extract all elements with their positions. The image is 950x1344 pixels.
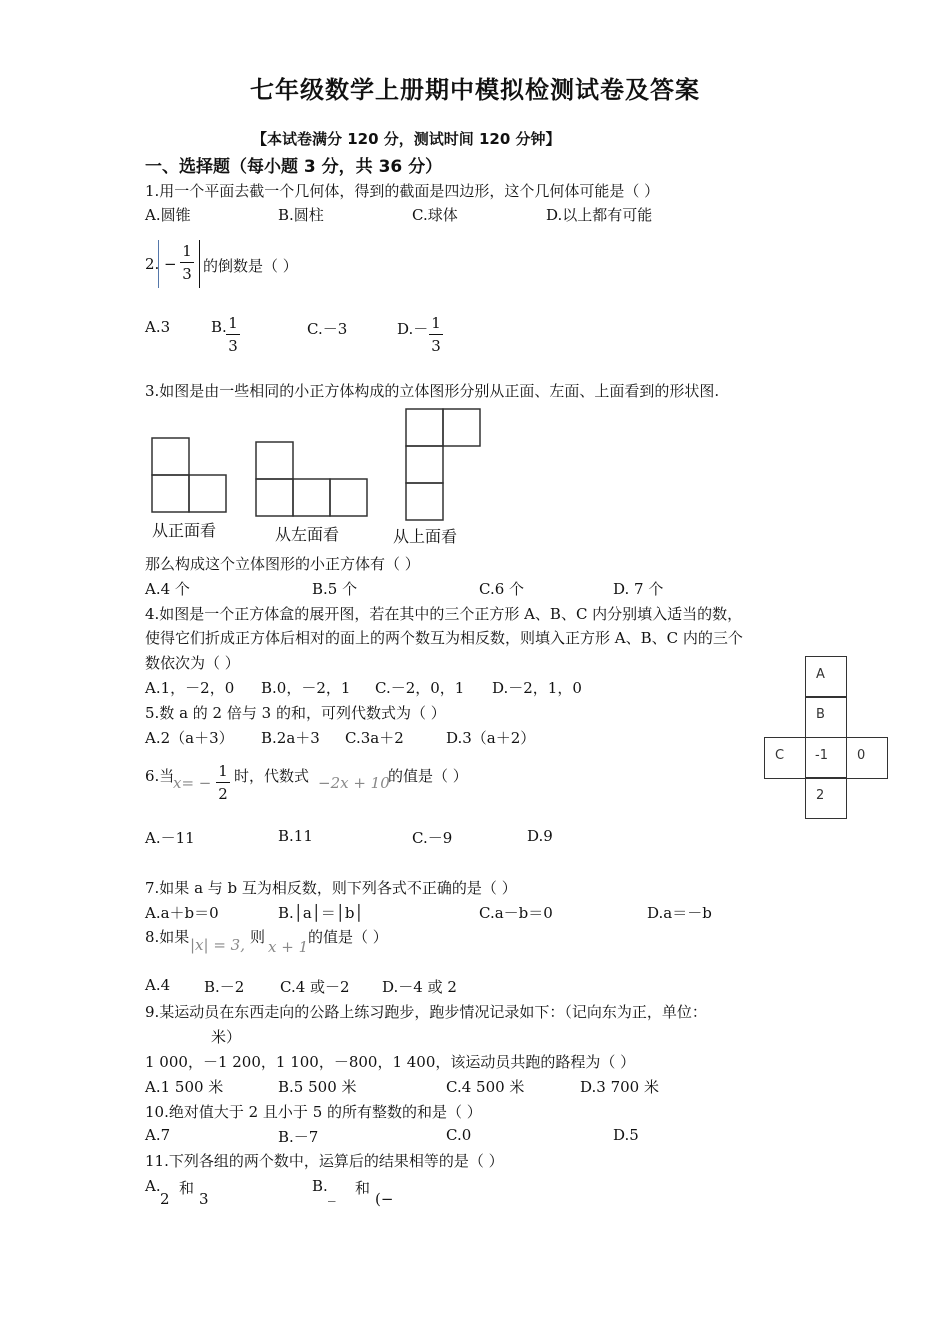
q6-mid: 时，代数式 bbox=[234, 767, 310, 785]
q9-option-c: C.4 500 米 bbox=[446, 1078, 525, 1096]
q11-option-b-n1: _ bbox=[328, 1184, 336, 1202]
left-view-label: 从左面看 bbox=[275, 525, 340, 544]
q1-option-b: B.圆柱 bbox=[278, 206, 324, 224]
q8-option-c: C.4 或－2 bbox=[280, 978, 350, 996]
q6-tail: 的值是（ ） bbox=[388, 767, 468, 785]
q11-stem: 11.下列各组的两个数中，运算后的结果相等的是（ ） bbox=[145, 1152, 504, 1170]
q2-b-den: 3 bbox=[228, 337, 238, 355]
q6-fraction bbox=[216, 762, 230, 803]
net-cell-a-label: A bbox=[816, 667, 825, 682]
front-view-label: 从正面看 bbox=[152, 521, 217, 540]
q1-stem: 1.用一个平面去截一个几何体，得到的截面是四边形，这个几何体可能是（ ） bbox=[145, 182, 660, 200]
page-title: 七年级数学上册期中模拟检测试卷及答案 bbox=[250, 76, 700, 104]
net-cell-c bbox=[764, 737, 806, 779]
q3-stem: 3.如图是由一些相同的小正方体构成的立体图形分别从正面、左面、上面看到的形状图. bbox=[145, 382, 720, 400]
net-cell-b bbox=[805, 696, 847, 738]
q2-option-b-fraction bbox=[226, 314, 240, 355]
q9-option-a: A.1 500 米 bbox=[145, 1078, 224, 1096]
q11-option-a-label: A. bbox=[145, 1177, 161, 1195]
q9-option-b: B.5 500 米 bbox=[278, 1078, 357, 1096]
q3-question: 那么构成这个立体图形的小正方体有（ ） bbox=[145, 555, 420, 573]
q6-x-equals: x= − bbox=[173, 774, 212, 792]
q6-option-c: C.－9 bbox=[412, 829, 453, 847]
q8-prefix: 8.如果 bbox=[145, 928, 190, 946]
q11-option-a-n1: 2 bbox=[160, 1190, 170, 1208]
q1-option-d: D.以上都有可能 bbox=[546, 206, 653, 224]
q6-option-a: A.－11 bbox=[145, 829, 195, 847]
q9-option-d: D.3 700 米 bbox=[580, 1078, 659, 1096]
net-cell-two-label: 2 bbox=[816, 788, 825, 803]
q1-option-c: C.球体 bbox=[412, 206, 458, 224]
q7-option-c: C.a－b＝0 bbox=[479, 904, 553, 922]
q8-option-b: B.－2 bbox=[204, 978, 245, 996]
q5-option-a: A.2（a＋3） bbox=[145, 729, 234, 747]
q2-option-b-label: B. bbox=[211, 318, 227, 336]
exam-info: 【本试卷满分 120 分，测试时间 120 分钟】 bbox=[252, 130, 561, 148]
q5-stem: 5.数 a 的 2 倍与 3 的和，可列代数式为（ ） bbox=[145, 704, 446, 722]
q5-option-b: B.2a＋3 bbox=[261, 729, 320, 747]
net-cell-c-label: C bbox=[775, 748, 785, 763]
q8-option-d: D.－4 或 2 bbox=[382, 978, 457, 996]
q8-mid: 则 bbox=[250, 928, 266, 946]
q6-option-b: B.11 bbox=[278, 827, 313, 845]
net-cell-a bbox=[805, 656, 847, 698]
q7-option-b: B.│a│＝│b│ bbox=[278, 904, 364, 922]
q9-line1: 9.某运动员在东西走向的公路上练习跑步，跑步情况记录如下：（记向东为正，单位： bbox=[145, 1003, 707, 1021]
q4-option-b: B.0，－2，1 bbox=[261, 679, 351, 697]
q2-frac-num: 1 bbox=[182, 242, 192, 260]
q10-option-c: C.0 bbox=[446, 1126, 472, 1144]
q4-option-c: C.－2，0，1 bbox=[375, 679, 465, 697]
q2-frac-den: 3 bbox=[182, 265, 192, 283]
q2-minus: − bbox=[164, 255, 177, 273]
q10-option-b: B.－7 bbox=[278, 1128, 319, 1146]
q10-stem: 10.绝对值大于 2 且小于 5 的所有整数的和是（ ） bbox=[145, 1103, 482, 1121]
q7-option-a: A.a＋b＝0 bbox=[145, 904, 219, 922]
q2-fraction bbox=[180, 242, 194, 283]
q4-option-a: A.1，－2，0 bbox=[145, 679, 235, 697]
abs-bar-left bbox=[158, 240, 159, 288]
q4-option-d: D.－2，1，0 bbox=[492, 679, 582, 697]
q8-option-a: A.4 bbox=[145, 976, 171, 994]
q2-number: 2. bbox=[145, 255, 160, 273]
q4-line2: 使得它们折成正方体后相对的面上的两个数互为相反数，则填入正方形 A、B、C 内的三个 bbox=[145, 629, 743, 647]
q9-line3: 1 000，－1 200，1 100，－800，1 400，该运动员共跑的路程为（ ） bbox=[145, 1053, 636, 1071]
q4-line3: 数依次为（ ） bbox=[145, 654, 240, 672]
q2-option-d-fraction bbox=[429, 314, 443, 355]
q6-prefix: 6.当 bbox=[145, 767, 175, 785]
q2-option-c: C.－3 bbox=[307, 320, 348, 338]
q11-option-b-and: 和 bbox=[355, 1179, 371, 1197]
left-view-grid bbox=[256, 442, 367, 516]
q1-option-a: A.圆锥 bbox=[145, 206, 191, 224]
net-cell-two bbox=[805, 777, 847, 819]
q6-expression: −2x + 10 bbox=[318, 774, 390, 792]
q6-frac-num: 1 bbox=[218, 762, 228, 780]
front-view-grid bbox=[152, 438, 226, 512]
q5-option-d: D.3（a＋2） bbox=[446, 729, 536, 747]
q11-option-a-n2: 3 bbox=[199, 1190, 209, 1208]
section-heading: 一、选择题（每小题 3 分，共 36 分） bbox=[145, 157, 443, 177]
q4-line1: 4.如图是一个正方体盒的展开图，若在其中的三个正方形 A、B、C 内分别填入适当的数， bbox=[145, 605, 743, 623]
q10-option-a: A.7 bbox=[145, 1126, 171, 1144]
abs-bar-right bbox=[199, 240, 200, 288]
q8-abs-x: |x| = 3, bbox=[190, 936, 245, 954]
q2-tail: 的倒数是（ ） bbox=[203, 257, 298, 275]
q2-d-den: 3 bbox=[431, 337, 441, 355]
q6-frac-den: 2 bbox=[218, 785, 228, 803]
net-cell-b-label: B bbox=[816, 707, 825, 722]
q7-stem: 7.如果 a 与 b 互为相反数，则下列各式不正确的是（ ） bbox=[145, 879, 517, 897]
q11-option-b-n2: (− bbox=[375, 1190, 394, 1208]
q2-option-d-label: D.－ bbox=[397, 320, 429, 338]
q2-d-num: 1 bbox=[431, 314, 441, 332]
q3-option-d: D. 7 个 bbox=[613, 580, 664, 598]
q3-option-b: B.5 个 bbox=[312, 580, 358, 598]
net-cell-minus-one bbox=[805, 737, 847, 779]
q8-expression: x + 1 bbox=[268, 938, 309, 956]
q6-option-d: D.9 bbox=[527, 827, 553, 845]
q10-option-d: D.5 bbox=[613, 1126, 639, 1144]
q3-option-a: A.4 个 bbox=[145, 580, 190, 598]
q2-b-num: 1 bbox=[228, 314, 238, 332]
q7-option-d: D.a＝－b bbox=[647, 904, 712, 922]
q3-option-c: C.6 个 bbox=[479, 580, 525, 598]
top-view-grid bbox=[406, 409, 480, 520]
top-view-label: 从上面看 bbox=[393, 527, 458, 546]
q11-option-a-and: 和 bbox=[179, 1179, 195, 1197]
q8-tail: 的值是（ ） bbox=[308, 928, 388, 946]
net-cell-zero bbox=[846, 737, 888, 779]
q11-option-b-label: B. bbox=[312, 1177, 328, 1195]
net-cell-zero-label: 0 bbox=[857, 748, 866, 763]
q9-line2: 米） bbox=[211, 1028, 242, 1046]
net-cell-minus-one-label: -1 bbox=[815, 748, 828, 763]
q2-option-a: A.3 bbox=[145, 318, 171, 336]
q5-option-c: C.3a＋2 bbox=[345, 729, 404, 747]
